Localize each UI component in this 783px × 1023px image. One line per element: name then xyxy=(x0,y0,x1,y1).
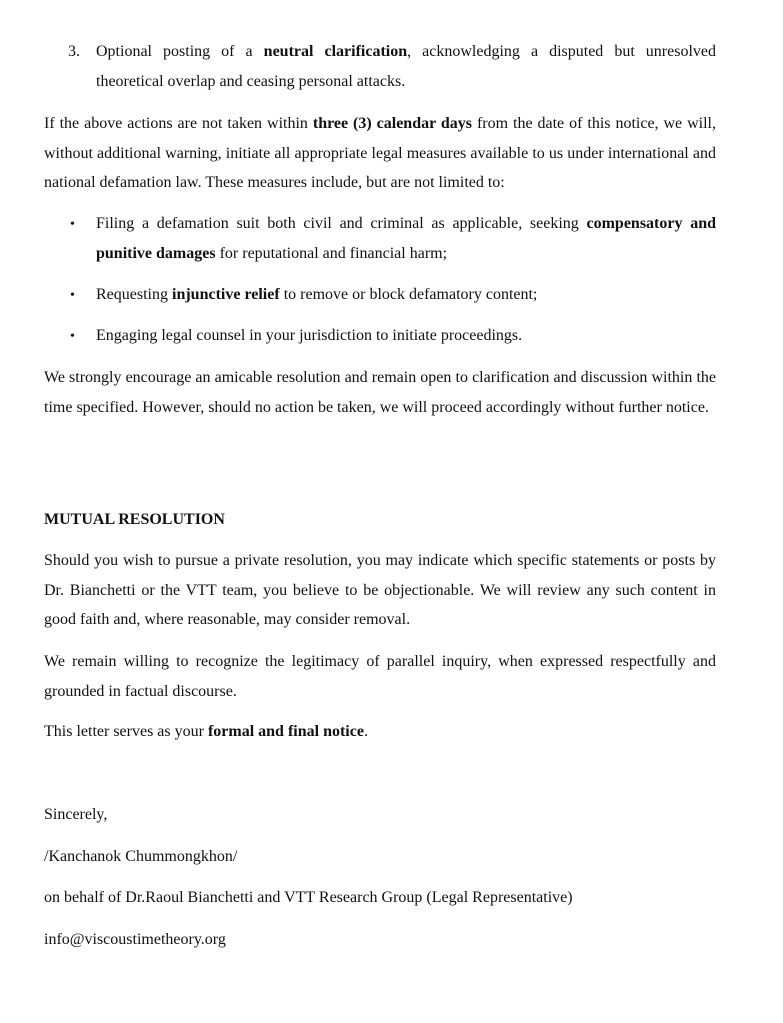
signature-name: /Kanchanok Chummongkhon/ xyxy=(44,848,238,865)
bullet-icon: • xyxy=(70,329,75,344)
bullet-icon: • xyxy=(70,288,75,303)
bullet-item: Filing a defamation suit both civil and criminal as applicable, seeking compensatory and punitive damages for reputational and financial harm; xyxy=(96,215,716,262)
paragraph-private-resolution: Should you wish to pursue a private resolution, you may indicate which specific statements or posts by Dr. Bianchetti or the VTT team, you believe to be objectionable. We will review any such content in good faith and, where reasonable, may consider removal. xyxy=(44,552,716,628)
list-number: 3. xyxy=(68,43,80,60)
contact-email: info@viscoustimetheory.org xyxy=(44,931,226,948)
bullet-icon: • xyxy=(70,217,75,232)
closing: Sincerely, xyxy=(44,806,108,823)
paragraph-encourage: We strongly encourage an amicable resolution and remain open to clarification and discussion within the time specified. However, should no action be taken, we will proceed accordingly without further notice. xyxy=(44,369,716,416)
section-heading: MUTUAL RESOLUTION xyxy=(44,511,225,528)
paragraph-legitimacy: We remain willing to recognize the legitimacy of parallel inquiry, when expressed respectfully and grounded in factual discourse. xyxy=(44,653,716,700)
paragraph-final-notice: This letter serves as your formal and final notice. xyxy=(44,723,368,740)
list-item-3: Optional posting of a neutral clarification, acknowledging a disputed but unresolved theoretical overlap and ceasing personal attacks. xyxy=(96,43,716,90)
paragraph-deadline: If the above actions are not taken within three (3) calendar days from the date of this notice, we will, without additional warning, initiate all appropriate legal measures available to us under international and national defamation law. These measures include, but are not limited to: xyxy=(44,115,716,191)
signature-behalf: on behalf of Dr.Raoul Bianchetti and VTT Research Group (Legal Representative) xyxy=(44,889,573,906)
bullet-item: Requesting injunctive relief to remove or block defamatory content; xyxy=(96,286,538,303)
bullet-item: Engaging legal counsel in your jurisdiction to initiate proceedings. xyxy=(96,327,523,344)
